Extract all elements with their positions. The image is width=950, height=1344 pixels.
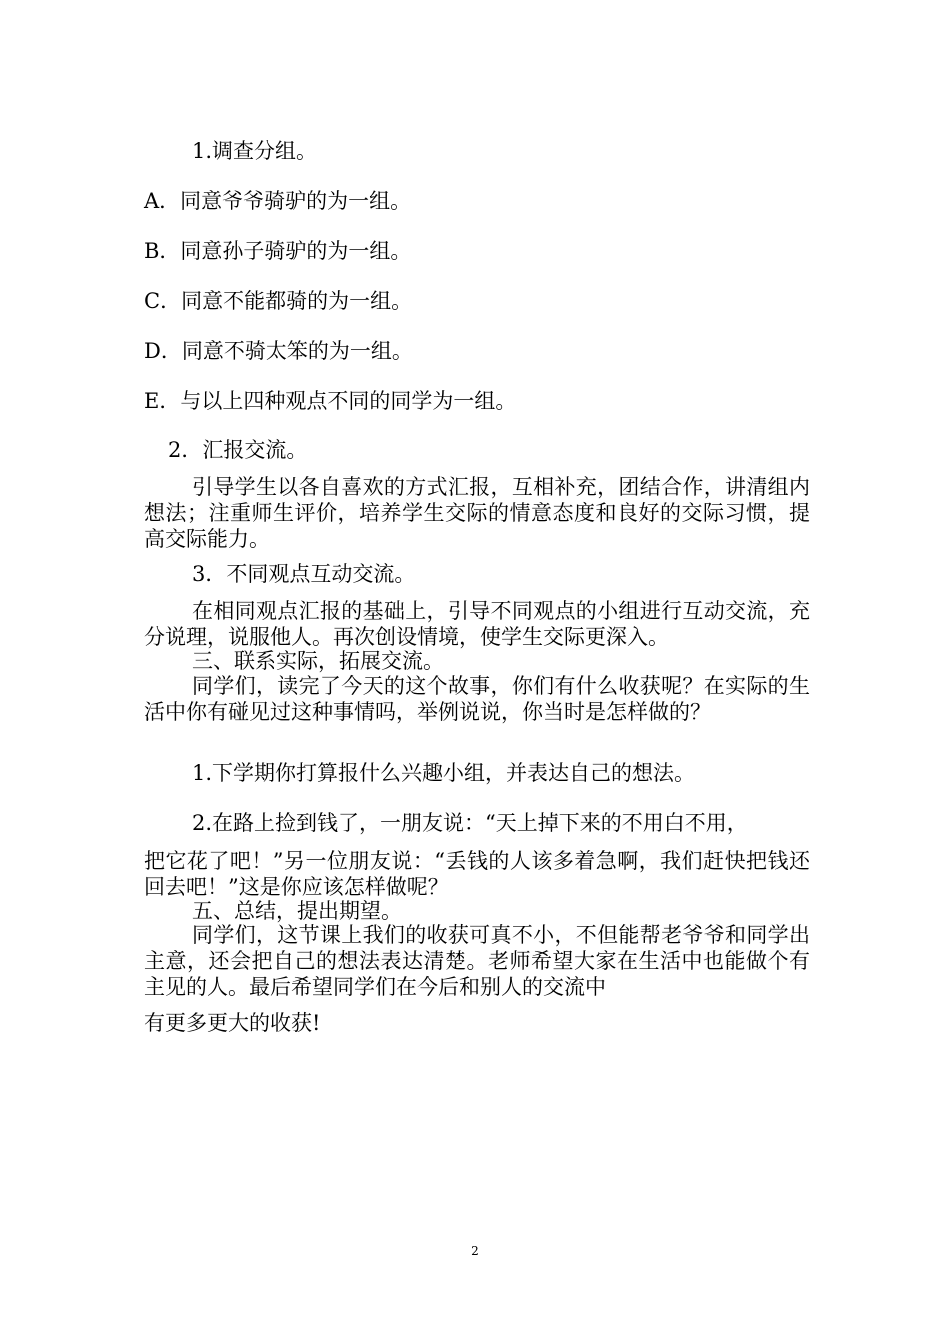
- question-two-rest: 把它花了吧！”另一位朋友说：“丢钱的人该多着急啊，我们赶快把钱还回去吧！”这是你应该怎样做呢？: [144, 849, 810, 899]
- section-three-heading: 三、联系实际，拓展交流。: [192, 649, 444, 673]
- question-one: 1.下学期你打算报什么兴趣小组，并表达自己的想法。: [192, 761, 696, 785]
- report-paragraph: 引导学生以各自喜欢的方式汇报，互相补充，团结合作，讲清组内想法；注重师生评价，培养学生交际的情意态度和良好的交际习惯，提高交际能力。: [144, 475, 810, 551]
- section-five-heading: 五、总结，提出期望。: [192, 899, 402, 923]
- question-two-first-line: 2.在路上捡到钱了，一朋友说：“天上掉下来的不用白不用，: [192, 811, 748, 835]
- report-heading: 2．汇报交流。: [168, 438, 308, 462]
- option-e: E．与以上四种观点不同的同学为一组。: [144, 389, 517, 413]
- option-b: B．同意孙子骑驴的为一组。: [144, 239, 412, 263]
- option-c: C．同意不能都骑的为一组。: [144, 289, 413, 313]
- interact-heading: 3．不同观点互动交流。: [192, 562, 416, 586]
- section-five-paragraph: 同学们，这节课上我们的收获可真不小，不但能帮老爷爷和同学出主意，还会把自己的想法表达清楚。老师希望大家在生活中也能做个有主见的人。最后希望同学们在今后和别人的交流中: [144, 923, 810, 999]
- section-five-last-line: 有更多更大的收获!: [144, 1011, 321, 1035]
- interact-paragraph: 在相同观点汇报的基础上，引导不同观点的小组进行互动交流，充分说理，说服他人。再次创设情境，使学生交际更深入。: [144, 599, 810, 649]
- section-three-paragraph: 同学们，读完了今天的这个故事，你们有什么收获呢？在实际的生活中你有碰见过这种事情吗，举例说说，你当时是怎样做的？: [144, 674, 810, 724]
- option-d: D．同意不骑太笨的为一组。: [144, 339, 413, 363]
- page-number: 2: [471, 1244, 479, 1258]
- survey-heading: 1.调查分组。: [192, 139, 318, 163]
- option-a: A．同意爷爷骑驴的为一组。: [144, 189, 412, 213]
